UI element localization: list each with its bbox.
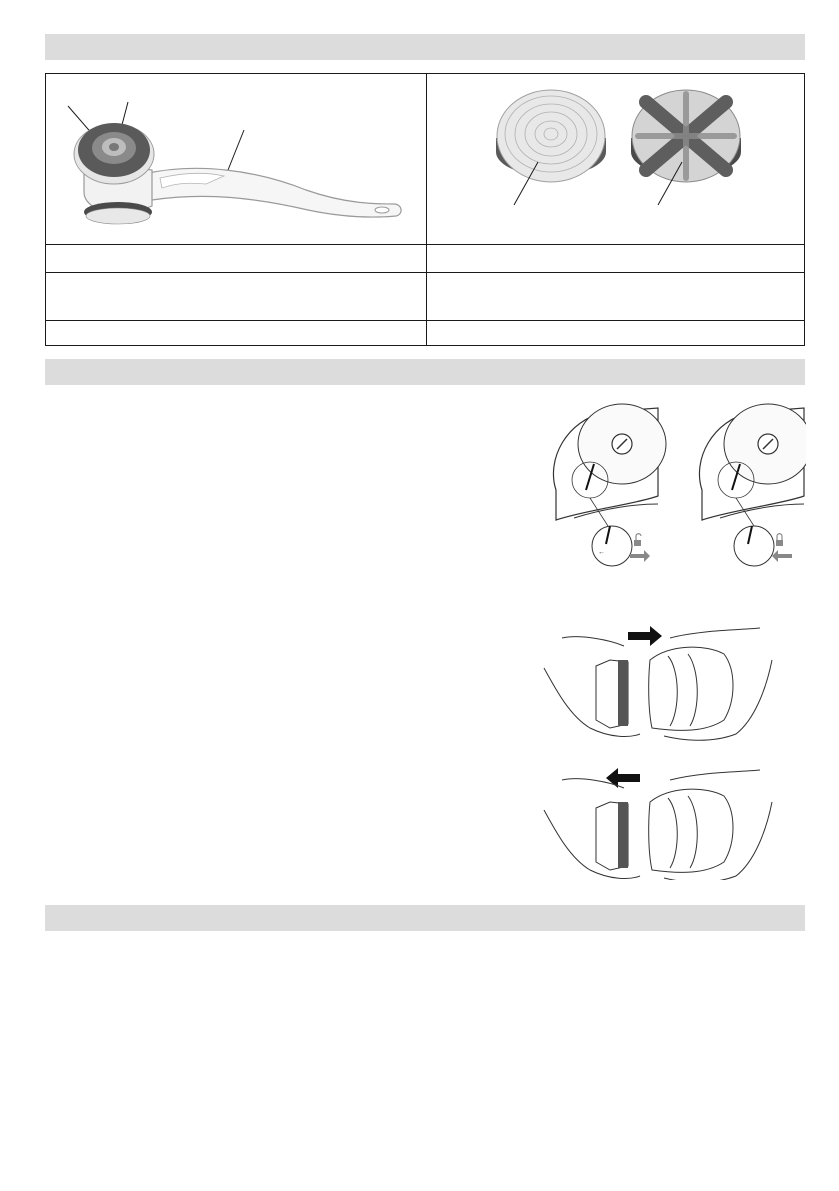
attach-detach-diagram	[540, 620, 780, 880]
table-cell	[427, 273, 804, 320]
unlock-icon	[634, 534, 641, 546]
svg-text:←: ←	[598, 549, 605, 556]
section-header-1	[45, 34, 805, 60]
table-cell	[427, 245, 804, 272]
section-header-2	[45, 359, 805, 385]
brush-device-illustration	[56, 92, 416, 242]
lock-diagram	[699, 404, 806, 566]
detach-diagram	[544, 768, 772, 880]
section-header-3	[45, 905, 805, 931]
table-cell	[46, 273, 426, 320]
section-title-2	[45, 365, 53, 379]
unlock-diagram	[553, 404, 666, 566]
section-title-1	[45, 40, 53, 54]
table-cell	[46, 245, 426, 272]
lock-icon	[776, 534, 783, 546]
section-title-3	[45, 911, 53, 925]
lock-unlock-diagram	[546, 400, 806, 570]
parts-table	[45, 73, 805, 346]
table-cell	[427, 321, 804, 345]
attach-diagram	[544, 626, 772, 740]
arrow-left-icon	[772, 550, 792, 562]
attachment-heads-illustration	[486, 80, 786, 210]
arrow-right-icon	[630, 550, 650, 562]
table-cell	[46, 321, 426, 345]
